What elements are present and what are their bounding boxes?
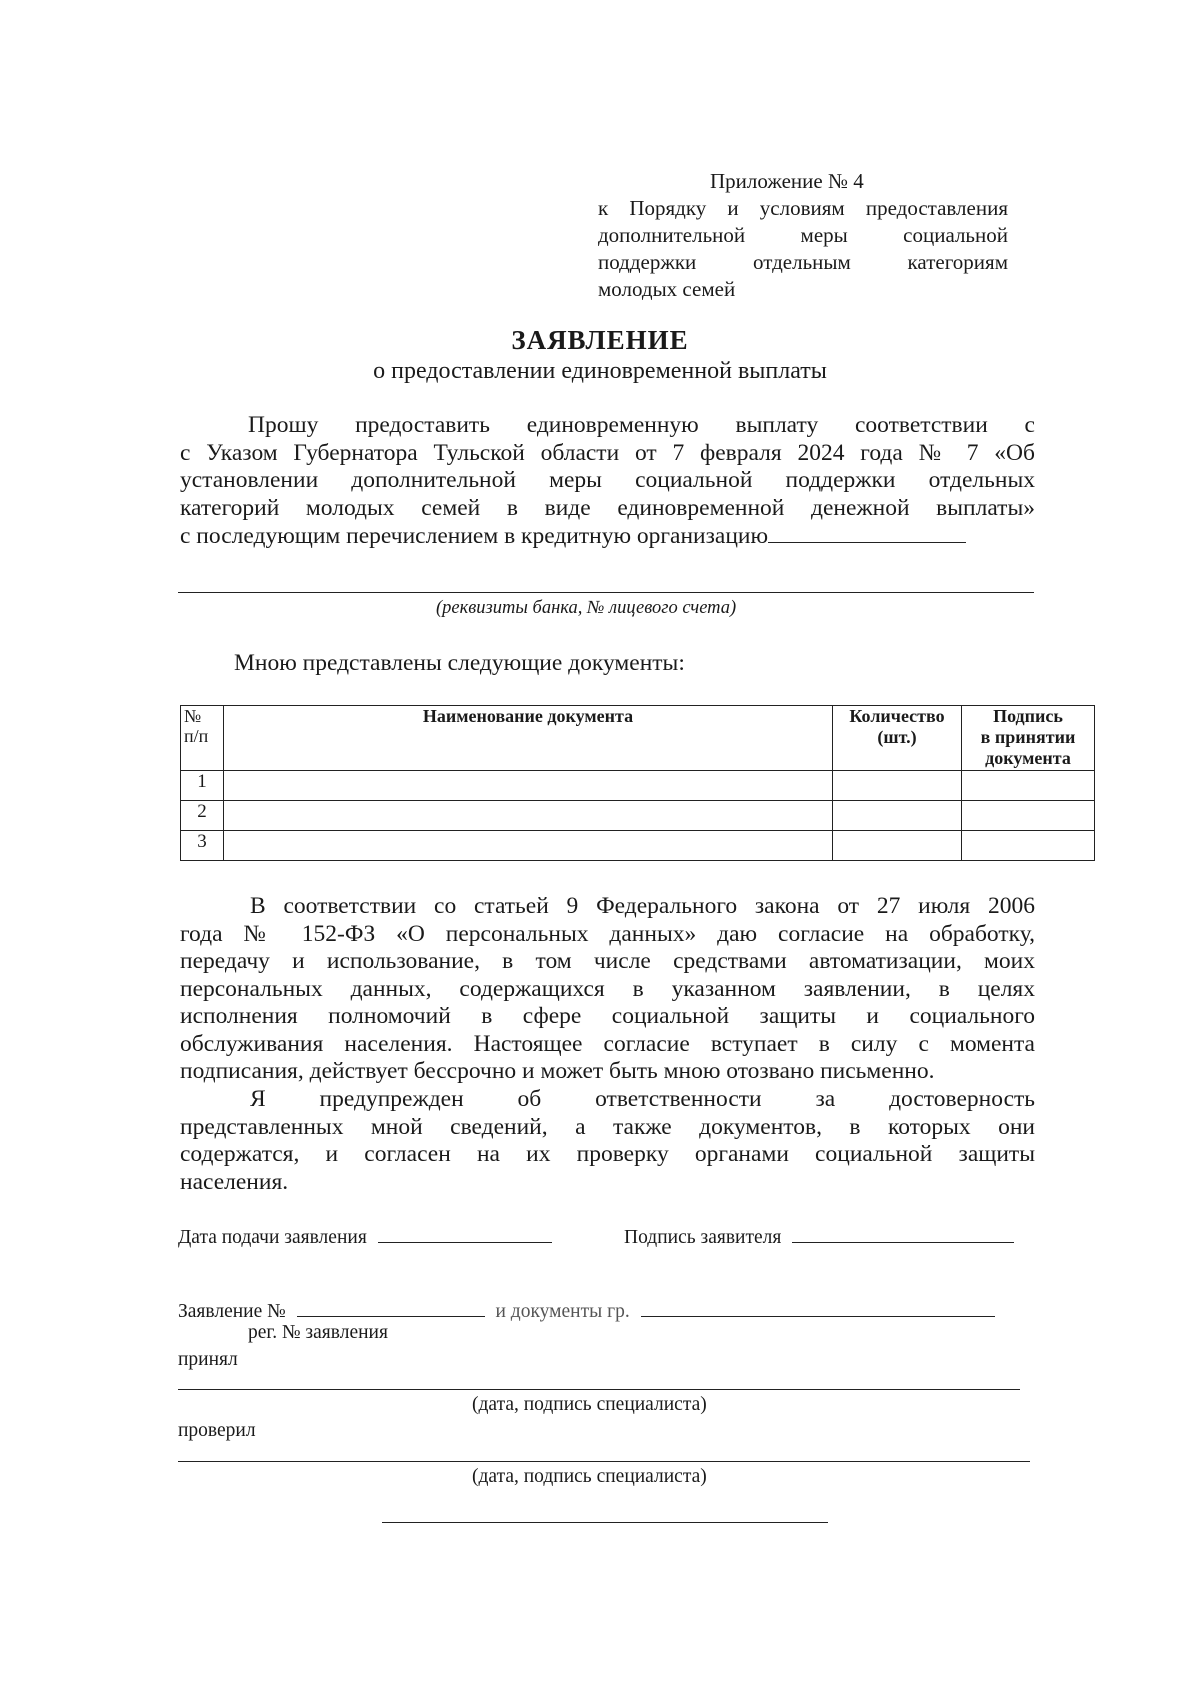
row-number: 2: [181, 801, 224, 831]
request-line-1: Прошу предоставить единовременную выплату соответствии с: [248, 412, 1035, 438]
header-quantity-line-2: (шт.): [877, 727, 917, 747]
document-name-cell[interactable]: [224, 801, 833, 831]
date-input-line[interactable]: [378, 1222, 552, 1243]
row-number: 1: [181, 771, 224, 801]
bank-details-line[interactable]: [178, 592, 1034, 593]
row-number: 3: [181, 831, 224, 861]
application-number-row: [178, 1296, 995, 1323]
request-line-3: установлении дополнительной меры социальной поддержки отдельных: [180, 467, 1035, 493]
document-name-cell[interactable]: [224, 831, 833, 861]
appendix-line-3: дополнительной меры социальной: [598, 223, 1008, 247]
appendix-header: [598, 168, 1008, 303]
signature-label: Подпись заявителя: [624, 1227, 782, 1248]
consent-line-2: года № 152-ФЗ «О персональных данных» даю согласие на обработку,: [180, 920, 1035, 947]
checked-specialist-caption: (дата, подпись специалиста): [472, 1466, 707, 1487]
bank-details-caption: (реквизиты банка, № лицевого счета): [436, 598, 737, 618]
date-field-row: [178, 1222, 552, 1249]
documents-label: и документы гр.: [495, 1301, 630, 1322]
signature-input-line[interactable]: [792, 1222, 1014, 1243]
consent-line-3: передачу и использование, в том числе средствами автоматизации, моих: [180, 948, 1035, 974]
consent-line-5: исполнения полномочий в сфере социальной защиты и социального: [180, 1003, 1035, 1029]
quantity-cell[interactable]: [833, 771, 962, 801]
accepted-label: принял: [178, 1349, 238, 1370]
header-document-name: Наименование документа: [224, 706, 833, 771]
table-row: [181, 801, 1095, 831]
appendix-line-5: молодых семей: [598, 277, 736, 301]
reg-number-label: рег. № заявления: [248, 1322, 388, 1343]
documents-table: [180, 705, 1095, 861]
consent-line-4: персональных данных, содержащихся в указанном заявлении, в целях: [180, 975, 1035, 1002]
responsibility-line-4: населения.: [180, 1168, 289, 1195]
table-row: [181, 831, 1095, 861]
signature-cell[interactable]: [962, 801, 1095, 831]
header-signature-line-2: в принятии: [980, 727, 1076, 747]
responsibility-line-2: представленных мной сведений, а также документов, в которых они: [180, 1113, 1035, 1140]
responsibility-line-3: содержатся, и согласен на их проверку органами социальной защиты: [180, 1141, 1035, 1167]
quantity-cell[interactable]: [833, 831, 962, 861]
document-title: ЗАЯВЛЕНИЕ: [511, 325, 689, 355]
checked-signature-line[interactable]: [178, 1461, 1030, 1462]
appendix-number: Приложение № 4: [710, 169, 864, 193]
consent-line-6: обслуживания населения. Настоящее согласие вступает в силу с момента: [180, 1030, 1035, 1057]
application-number-label: Заявление №: [178, 1301, 286, 1322]
date-label: Дата подачи заявления: [178, 1227, 367, 1248]
documents-intro: Мною представлены следующие документы:: [234, 650, 685, 676]
appendix-line-4: поддержки отдельным категориям: [598, 250, 1008, 274]
header-signature-line-3: документа: [985, 748, 1071, 768]
header-quantity-line-1: Количество: [849, 706, 945, 726]
responsibility-paragraph: [180, 1086, 1035, 1196]
quantity-cell[interactable]: [833, 801, 962, 831]
header-signature: [962, 706, 1095, 771]
signature-field-row: [624, 1222, 1014, 1249]
application-number-input-line[interactable]: [297, 1296, 485, 1317]
request-line-5-row: [180, 522, 1035, 551]
checked-label: проверил: [178, 1420, 256, 1441]
header-quantity: [833, 706, 962, 771]
header-number: № п/п: [181, 706, 224, 771]
signature-cell[interactable]: [962, 771, 1095, 801]
accepted-specialist-caption: (дата, подпись специалиста): [472, 1394, 707, 1415]
bottom-divider: [382, 1522, 828, 1523]
citizen-name-input-line[interactable]: [641, 1296, 995, 1317]
accepted-signature-line[interactable]: [178, 1389, 1020, 1390]
document-name-cell[interactable]: [224, 771, 833, 801]
appendix-line-2: к Порядку и условиям предоставления: [598, 196, 1008, 220]
bank-details-field[interactable]: [768, 522, 966, 543]
consent-line-7: подписания, действует бессрочно и может быть мною отозвано письменно.: [180, 1058, 935, 1084]
document-subtitle: о предоставлении единовременной выплаты: [373, 358, 827, 384]
request-paragraph: [180, 412, 1035, 551]
request-line-4: категорий молодых семей в виде единовременной денежной выплаты»: [180, 494, 1035, 521]
consent-paragraph: [180, 893, 1035, 1086]
consent-line-1: В соответствии со статьей 9 Федерального закона от 27 июля 2006: [250, 893, 1035, 919]
responsibility-line-1: Я предупрежден об ответственности за достоверность: [250, 1086, 1035, 1112]
header-signature-line-1: Подпись: [993, 706, 1063, 726]
table-row: [181, 771, 1095, 801]
request-line-5: с последующим перечислением в кредитную организацию: [180, 523, 769, 549]
request-line-2: с Указом Губернатора Тульской области от 7 февраля 2024 года № 7 «Об: [180, 439, 1035, 466]
table-header-row: [181, 706, 1095, 771]
signature-cell[interactable]: [962, 831, 1095, 861]
